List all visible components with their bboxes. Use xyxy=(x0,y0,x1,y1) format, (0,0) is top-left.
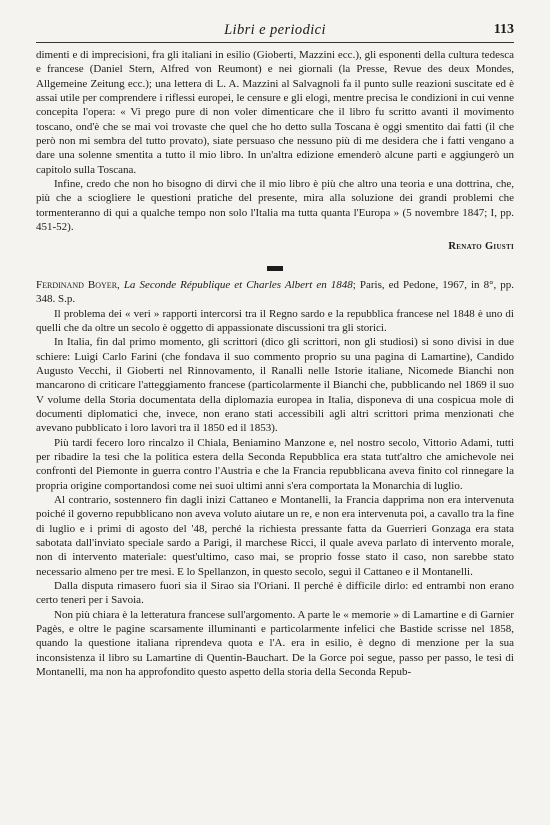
page-number: 113 xyxy=(493,22,514,37)
review-paragraph: Dalla disputa rimasero fuori sia il Sirao sia l'Oriani. Il perché è difficile dirlo: ed entrambi non erano certo teneri per i Savoia. xyxy=(36,580,514,607)
review-paragraph: Al contrario, sostennero fin dagli inizi Cattaneo e Montanelli, la Francia dapprima non era intervenuta poiché il governo repubblicano non aveva voluto aiutare un re, e non era intervenuta poi, a cavallo tra la fine di luglio e i primi di agosto del '48, perché la richiesta pressante fatta da Guerrieri Gonzaga era stata sabotata dall'inviato speciale sardo a Parigi, il marchese Ricci, il quale aveva parlato di intervento morale, non di intervento materiale: quest'ultimo, caso mai, se proprio fosse stato il caso, non sarebbe stato necessario almeno per tre mesi. E lo Spellanzon, in questo secolo, seguì il Cattaneo e il Montanelli. xyxy=(36,493,515,578)
page-body xyxy=(36,48,514,679)
book-title: La Seconde République et Charles Albert en 1848 xyxy=(123,278,353,291)
review-paragraph: Il problema dei « veri » rapporti intercorsi tra il Regno sardo e la repubblica francese nel 1848 è uno di quelli che da oltre un secolo è oggetto di appassionate discussioni tra gli storici. xyxy=(36,307,514,334)
running-header xyxy=(36,22,514,43)
book-author: Ferdinand Boyer, xyxy=(36,278,120,291)
separator-mark xyxy=(267,266,283,271)
section-separator xyxy=(36,262,514,274)
running-title: Libri e periodici xyxy=(224,22,326,38)
book-citation xyxy=(36,278,514,307)
review-paragraph: dimenti e di imprecisioni, fra gli italiani in esilio (Gioberti, Mazzini ecc.), gli esponenti della cultura tedesca e francese (Daniel Stern, Alfred von Reumont) e nei giornali (la Presse, Revue des deux Mondes, Allgemeine Zeitung ecc.); una lettera di L. A. Mazzini al Salvagnoli fa il punto sulle reazioni suscitate ed è assai utile per comprendere i riflessi europei, le censure e gli elogi, mentre precisa le condizioni in cui venne concepita l'opera: « Vi prego pure di non voler dimenticare che il libro fu scritto avanti il movimento toscano, ond'è che se mai voi trovaste che quel che ho detto sulla Toscana è oggi smentito dai fatti (il che però non mi sembra del tutto provato), siate persuaso che nessuno più di me desidera che i fatti vengano a dare una solenne smentita a tutto il mio libro. In un'altra edizione emenderò alcune parti e aggiungerò un capitolo sulla Toscana. xyxy=(36,49,514,176)
review-paragraph: Infine, credo che non ho bisogno di dirvi che il mio libro è più che altro una teoria e una dottrina, che, più che a sciogliere le questioni pratiche del presente, mira alla soluzione dei grandi problemi che tormenteranno di qui a qualche tempo non solo l'Italia ma tutta quanta l'Europa » (5 novembre 1847; I, pp. 451-52). xyxy=(36,178,514,234)
book-publication: ; Paris, ed Pedone, 1967, in 8°, pp. 348. S.p. xyxy=(36,278,514,306)
reviewer-signature: Renato Giusti xyxy=(448,241,514,253)
review-paragraph: Più tardi fecero loro rincalzo il Chiala, Beniamino Manzone e, nel nostro secolo, Vittorio Adami, tutti per ribadire la tesi che la politica estera della Seconda Repubblica era stata tutt'altro che amichevole nei confronti del Piemonte in guerra contro l'Austria e che la Francia repubblicana aveva finito col rinnegare la propria origine comportandosi come nei suoi ultimi anni s'era comportata la Monarchia di luglio. xyxy=(36,436,514,492)
review-paragraph: In Italia, fin dal primo momento, gli scrittori (dico gli scrittori, non gli studiosi) si sono divisi in due schiere: Luigi Carlo Farini (che fondava il suo commento proprio su una pagina di Lamartine), Candido Augusto Vecchi, il Gioberti nel Rinnovamento, il Ranalli nelle Istorie italiane, Nicomede Bianchi non mancarono di criticare l'atteggiamento francese (particolarmente il Bianchi che, pubblicando nel 1869 il suo V volume della Storia documentata della diplomazia europea in Italia, disponeva di una cospicua mole di documenti diplomatici che, invece, non erano stati accessibili agli altri scrittori prima menzionati che avevano pubblicato i loro lavori tra il 1850 ed il 1853). xyxy=(36,336,514,435)
review-paragraph: Non più chiara è la letteratura francese sull'argomento. A parte le « memorie » di Lamartine e di Garnier Pagès, e oltre le pagine scarsamente illuminanti e particolarmente infelici che Bastide scrisse nel 1858, quando la questione italiana riprendeva quota e l'A. era in esilio, è degno di menzione per la sua inconsistenza il libro su Lamartine di Quentin-Bauchart. De la Gorce poi segue, passo per passo, le tesi di Montanelli, ma non ha approfondito questo aspetto della storia della Seconda Repub- xyxy=(36,608,514,679)
